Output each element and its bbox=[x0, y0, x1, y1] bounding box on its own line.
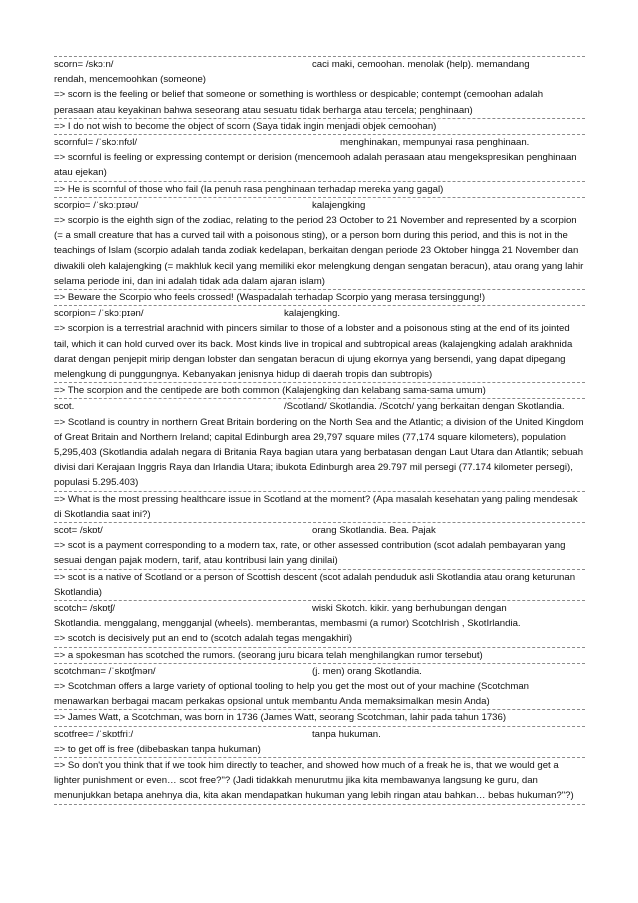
definition-line: => scorpio is the eighth sign of the zodiac, relating to the period 23 October to 21 November and represented by a scorpion (= a small creature that has a curved tail with a poisonous sting), or a person born during this period, and this is not in the teachings of Islam (scorpio adalah tanda zodiak kedelapan, berkaitan dengan periode 23 Oktober hingga 21 November dan diwakili oleh kalajengking (= makhluk kecil yang memiliki ekor melengkung dengan sengatan beracun), atau orang yang lahir selama periode ini, dan ini adalah tidak ada dalam ajaran islam) bbox=[54, 213, 585, 290]
dictionary-page bbox=[54, 56, 585, 805]
definition-line: => scot is a payment corresponding to a modern tax, rate, or other assessed contribution (scot adalah pembayaran yang sesuai dengan pajak modern, tarif, atau kontribusi lain yang dinilai) bbox=[54, 538, 585, 569]
headword-translation: kalajengking bbox=[312, 199, 366, 211]
headword: scotchman= /ˈskɒtʃmən/ bbox=[54, 665, 156, 677]
headword-translation: /Scotland/ Skotlandia. /Scotch/ yang berkaitan dengan Skotlandia. bbox=[284, 401, 565, 413]
dictionary-entry bbox=[54, 305, 585, 398]
definition-line: => The scorpion and the centipede are both common (Kalajengking dan kelabang sama-sama umum) bbox=[54, 385, 486, 397]
headword-translation: kalajengking. bbox=[284, 308, 341, 320]
headword: scorpio= /ˈskɔːpɪəʊ/ bbox=[54, 199, 139, 211]
headword-translation: (j. men) orang Skotlandia. bbox=[312, 665, 422, 677]
entry-header bbox=[54, 306, 585, 321]
definition-line: => Scotland is country in northern Great Britain bordering on the North Sea and the Atlantic; a division of the United Kingdom of Great Britain and Northern Ireland; capital Edinburgh area 29,797 square miles (77,174 square kilometers), population 5,295,403 (Skotlandia adalah negara di Britania Raya bagian utara yang berbatasan dengan Laut Utara dan Atlantik; sebuah divisi dari Kerajaan Inggris Raya dan Irlandia Utara; ibukota Edinburgh area 29.797 mil persegi (77.174 kilometer persegi), populasi 5.295.403) bbox=[54, 415, 585, 492]
entry-header bbox=[54, 198, 585, 213]
entry-header bbox=[54, 601, 585, 616]
headword: scotfree= /ˈskɒtfriː/ bbox=[54, 728, 134, 740]
dictionary-entry bbox=[54, 134, 585, 197]
entry-header bbox=[54, 57, 585, 72]
definition-line: => scot is a native of Scotland or a person of Scottish descent (scot adalah penduduk asli Skotlandia atau orang keturunan Skotlandia) bbox=[54, 571, 576, 598]
translation-continuation: Skotlandia. menggalang, mengganjal (wheels). memberantas, membasmi (a rumor) ScotchIrish , SkotIrlandia. bbox=[54, 618, 521, 630]
dictionary-entry bbox=[54, 663, 585, 726]
headword: scornful= /ˈskɔːnfʊl/ bbox=[54, 137, 138, 148]
dictionary-entry bbox=[54, 522, 585, 600]
definition-line: => What is the most pressing healthcare issue in Scotland at the moment? (Apa masalah kesehatan yang paling mendesak di Skotlandia saat ini?) bbox=[54, 493, 578, 520]
dictionary-entry bbox=[54, 398, 585, 522]
dictionary-entry bbox=[54, 197, 585, 305]
translation-continuation: rendah, mencemoohkan (someone) bbox=[54, 74, 206, 86]
headword-translation: wiski Skotch. kikir. yang berhubungan dengan bbox=[312, 603, 507, 615]
definition-line: => James Watt, a Scotchman, was born in 1736 (James Watt, seorang Scotchman, lahir pada tahun 1736) bbox=[54, 712, 507, 724]
definition-line: => scorn is the feeling or belief that someone or something is worthless or despicable; contempt (cemoohan adalah perasaan atau keyakinan bahwa seseorang atau sesuatu tidak berharga atau tercela; penghinaan) bbox=[54, 87, 585, 118]
definition-line: => I do not wish to become the object of scorn (Saya tidak ingin menjadi objek cemoohan) bbox=[54, 120, 437, 132]
headword-translation: menghinakan, mempunyai rasa penghinaan. bbox=[340, 137, 530, 148]
definition-line: => scotch is decisively put an end to (scotch adalah tegas mengakhiri) bbox=[54, 631, 585, 647]
headword-translation: orang Skotlandia. Bea. Pajak bbox=[312, 525, 436, 537]
dictionary-entry bbox=[54, 56, 585, 134]
definition-line: => scornful is feeling or expressing contempt or derision (mencemooh adalah perasaan atau mengekspresikan penghinaan atau ejekan) bbox=[54, 150, 585, 181]
entry-header bbox=[54, 664, 585, 679]
dictionary-entry bbox=[54, 726, 585, 805]
headword: scotch= /skɒtʃ/ bbox=[54, 603, 116, 615]
definition-line: => So don't you think that if we took him directly to teacher, and showed how much of a freak he is, that we would get a lighter punishment or even… scot free?"? (Jadi tidakkah menurutmu jika kita membawanya langsung ke guru, dan menunjukkan betapa anehnya dia, kita akan mendapatkan hukuman yang lebih ringan atau bahkan… bebas hukuman?"?) bbox=[54, 760, 574, 802]
headword: scorpion= /ˈskɔːpɪən/ bbox=[54, 308, 144, 320]
definition-line: => a spokesman has scotched the rumors. (seorang juru bicara telah menghilangkan rumor tersebut) bbox=[54, 649, 483, 661]
entry-header bbox=[54, 399, 585, 414]
entry-header bbox=[54, 523, 585, 538]
entry-header bbox=[54, 135, 585, 150]
definition-line: => scorpion is a terrestrial arachnid with pincers similar to those of a lobster and a poisonous sting at the end of its jointed tail, which it can hold curved over its back. Most kinds live in tropical and subtropical areas (kalajengking adalah arakhnida darat dengan penjepit mirip dengan lobster dan sengatan beracun di ujung ekornya yang bersendi, yang dapat dipegang melengkung di punggungnya. Kebanyakan jenisnya hidup di daerah tropis dan subtropis) bbox=[54, 321, 585, 383]
dictionary-entry bbox=[54, 600, 585, 663]
definition-line: => Beware the Scorpio who feels crossed! (Waspadalah terhadap Scorpio yang merasa tersinggung!) bbox=[54, 292, 486, 303]
headword: scot. bbox=[54, 401, 75, 413]
entry-header bbox=[54, 727, 585, 742]
definition-line: => to get off is free (dibebaskan tanpa hukuman) bbox=[54, 742, 585, 758]
definition-line: => He is scornful of those who fail (Ia penuh rasa penghinaan terhadap mereka yang gagal) bbox=[54, 183, 444, 195]
headword: scorn= /skɔːn/ bbox=[54, 59, 114, 70]
definition-line: => Scotchman offers a large variety of optional tooling to help you get the most out of your machine (Scotchman menawarkan berbagai macam perkakas opsional untuk membantu Anda memaksimalkan mesin Anda) bbox=[54, 679, 585, 710]
headword-translation: tanpa hukuman. bbox=[312, 728, 381, 740]
headword: scot= /skɒt/ bbox=[54, 525, 103, 537]
headword-translation: caci maki, cemoohan. menolak (help). memandang bbox=[312, 59, 530, 70]
